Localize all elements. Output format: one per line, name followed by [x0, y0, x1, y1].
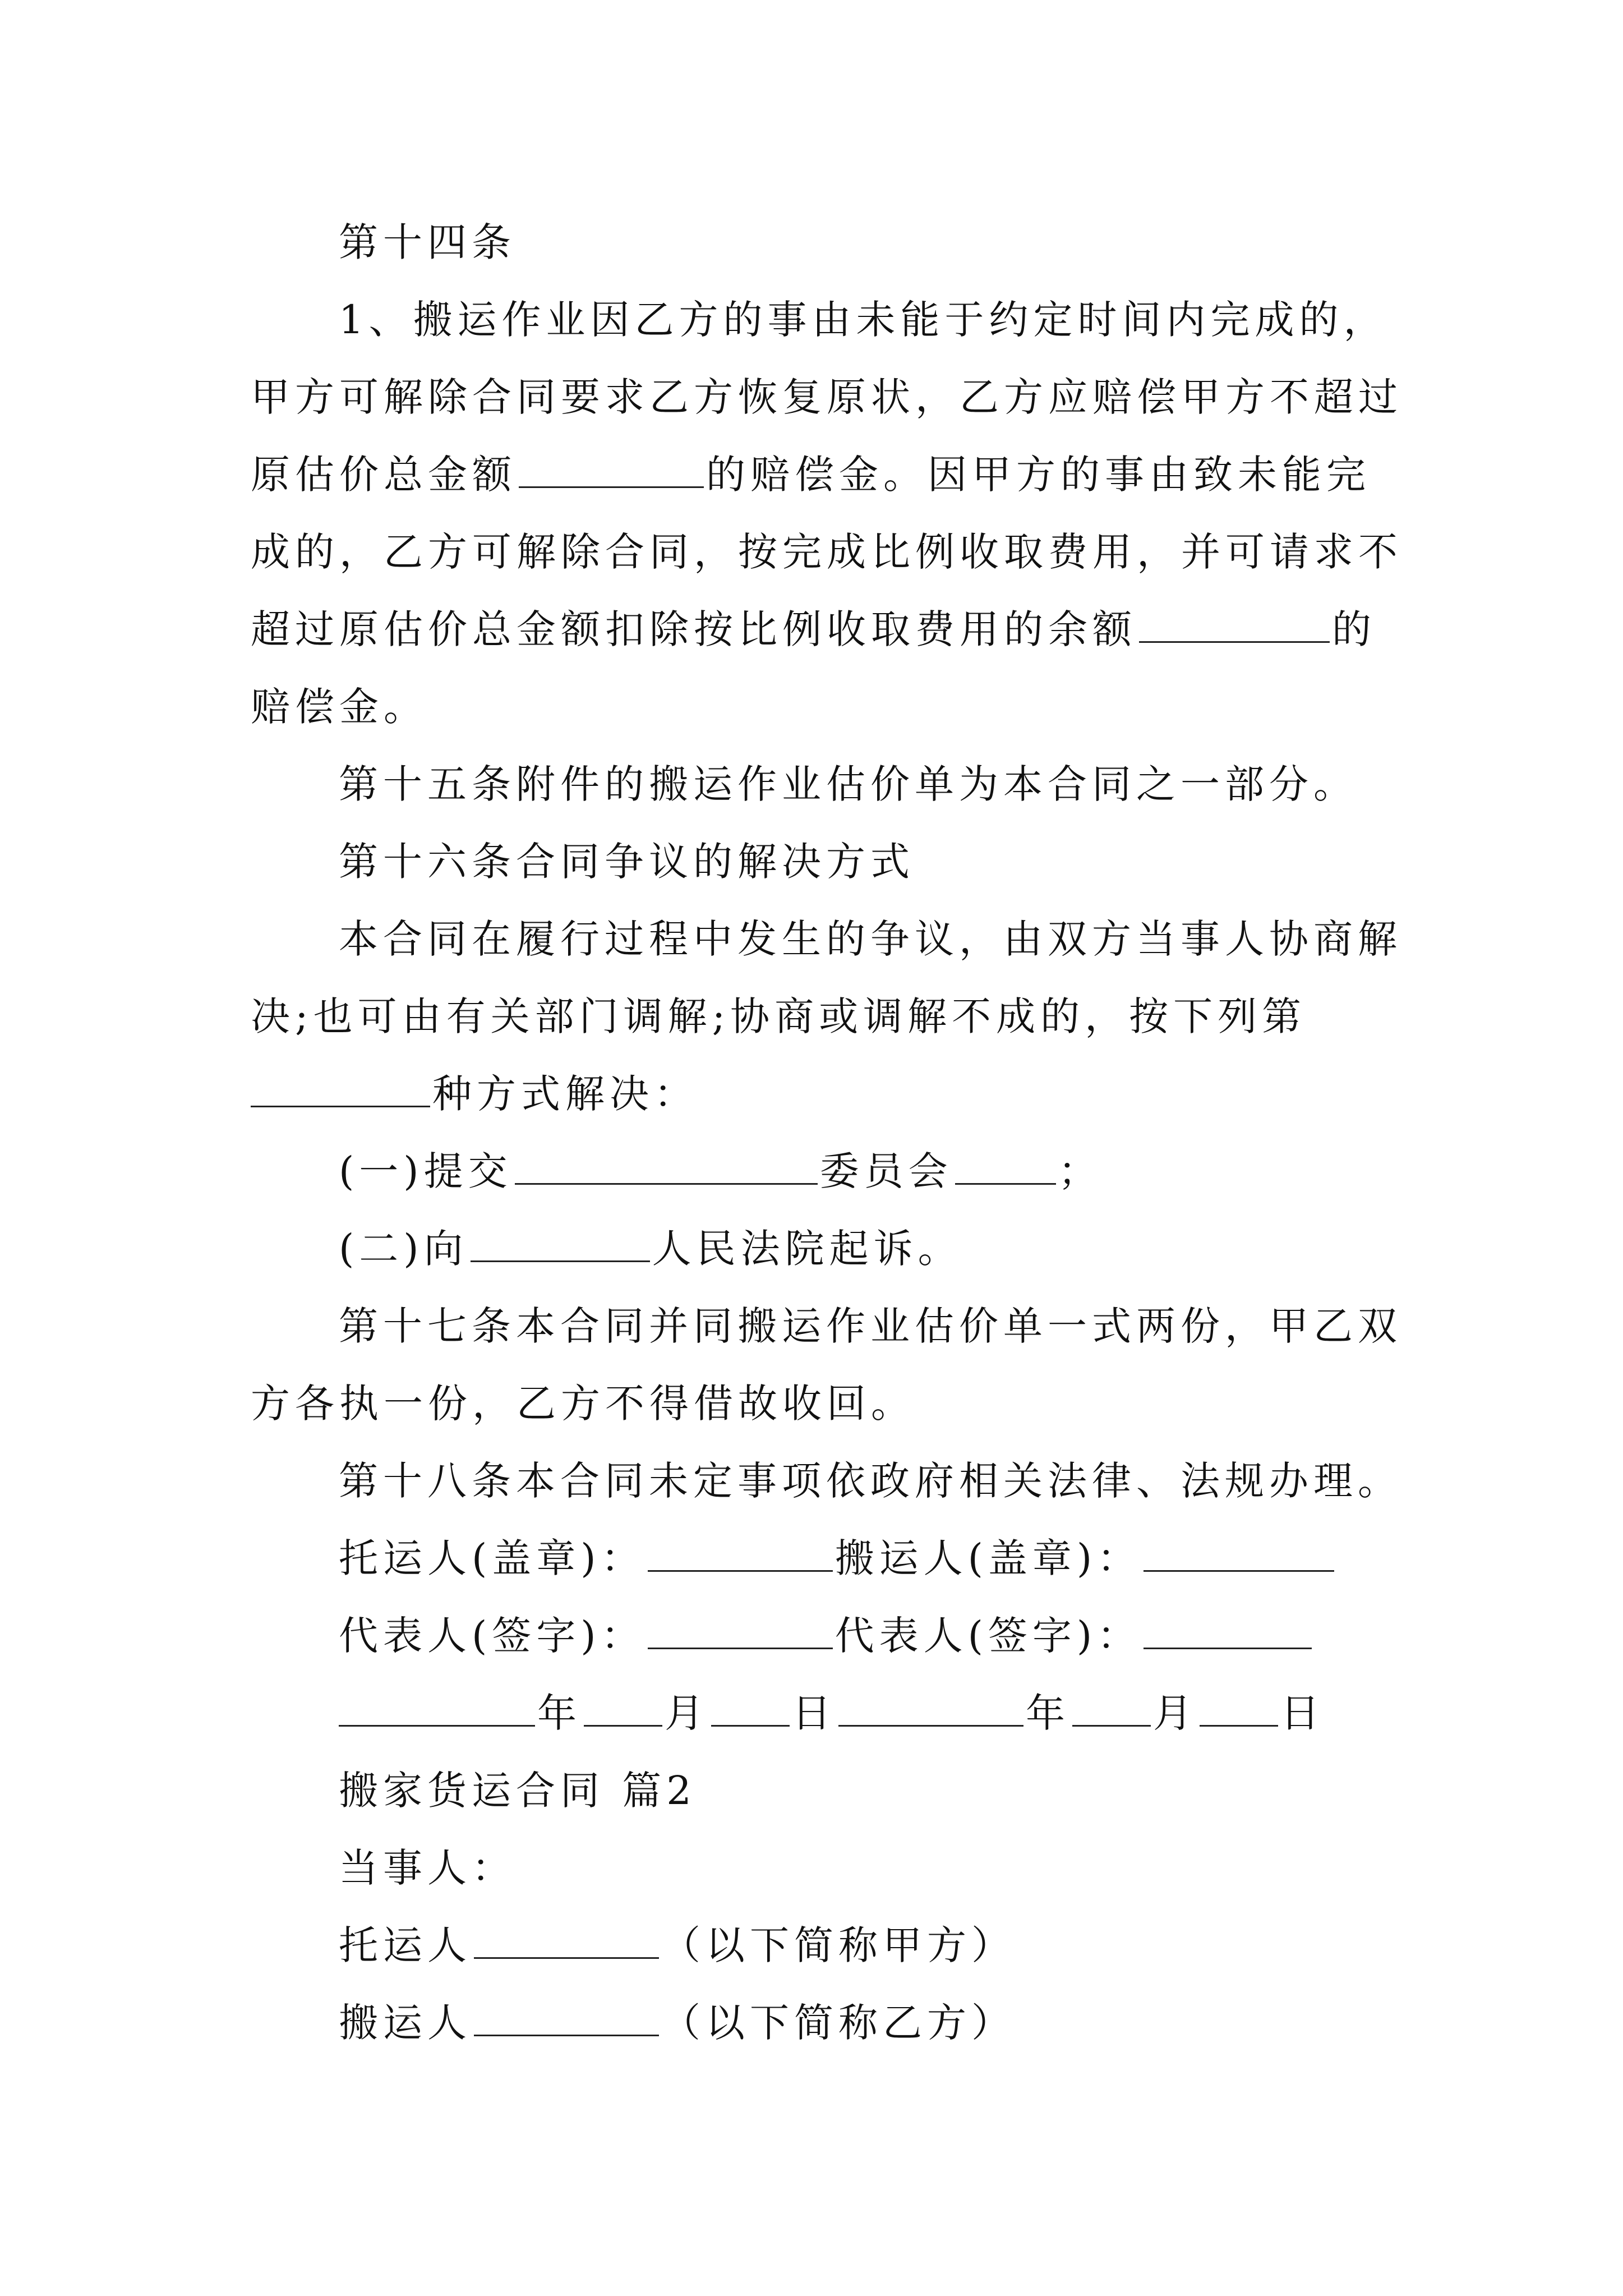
fill-in-blank [648, 1613, 833, 1649]
fill-in-blank [251, 1071, 430, 1107]
article-17-text-line: 第十七条本合同并同搬运作业估价单一式两份，甲乙双 [339, 1303, 1402, 1349]
article-14-text-line: 甲方可解除合同要求乙方恢复原状，乙方应赔偿甲方不超过 [251, 374, 1403, 420]
fill-in-blank [711, 1690, 790, 1727]
article-16-option-1: (一)提交 委员会 ； [339, 1148, 1103, 1194]
article-16-heading: 第十六条合同争议的解决方式 [339, 839, 915, 885]
fill-in-blank [584, 1690, 662, 1727]
fill-in-blank [1200, 1690, 1278, 1727]
signature-representative-line: 代表人(签字)： 代表人(签字)： [339, 1611, 1314, 1661]
article-14-text-line: 赔偿金。 [251, 684, 428, 730]
fill-in-blank [1144, 1535, 1334, 1572]
article-16-text-line: 决;也可由有关部门调解;协商或调解不成的，按下列第 [251, 993, 1307, 1039]
article-15: 第十五条附件的搬运作业估价单为本合同之一部分。 [339, 761, 1358, 807]
fill-in-blank [955, 1148, 1056, 1185]
party-shipper-line: 托运人 （以下简称甲方） [339, 1922, 1016, 1968]
article-16-option-2: (二)向 人民法院起诉。 [339, 1226, 962, 1272]
parties-label: 当事人： [339, 1845, 516, 1891]
part-2-title: 搬家货运合同 篇2 [339, 1768, 697, 1814]
signature-seal-line: 托运人(盖章)： 搬运人(盖章)： [339, 1533, 1336, 1584]
article-14-text-line: 成的，乙方可解除合同，按完成比例收取费用，并可请求不 [251, 529, 1403, 575]
fill-in-blank [474, 1922, 659, 1959]
fill-in-blank [838, 1690, 1023, 1727]
fill-in-blank [474, 2000, 659, 2036]
article-16-text-line: 种方式解决： [251, 1069, 698, 1119]
signature-date-line: 年 月 日 年 月 日 [339, 1688, 1325, 1738]
fill-in-blank [519, 452, 704, 488]
party-mover-line: 搬运人 （以下简称乙方） [339, 2000, 1016, 2046]
fill-in-blank [471, 1226, 650, 1262]
fill-in-blank [1139, 606, 1330, 643]
fill-in-blank [1144, 1613, 1312, 1649]
article-14-text-line: 原估价总金额 的赔偿金。因甲方的事由致未能完 [251, 452, 1371, 498]
fill-in-blank [339, 1690, 535, 1727]
fill-in-blank [1072, 1690, 1151, 1727]
article-14-text-line: 超过原估价总金额扣除按比例收取费用的余额 的 [251, 606, 1376, 652]
article-18: 第十八条本合同未定事项依政府相关法律、法规办理。 [339, 1458, 1402, 1504]
fill-in-blank [648, 1535, 833, 1572]
fill-in-blank [515, 1148, 818, 1185]
article-17-text-line: 方各执一份，乙方不得借故收回。 [251, 1381, 915, 1427]
article-14-text-line: 1、搬运作业因乙方的事由未能于约定时间内完成的， [339, 297, 1388, 343]
article-16-text-line: 本合同在履行过程中发生的争议，由双方当事人协商解 [339, 916, 1402, 962]
article-14-heading: 第十四条 [339, 219, 516, 265]
